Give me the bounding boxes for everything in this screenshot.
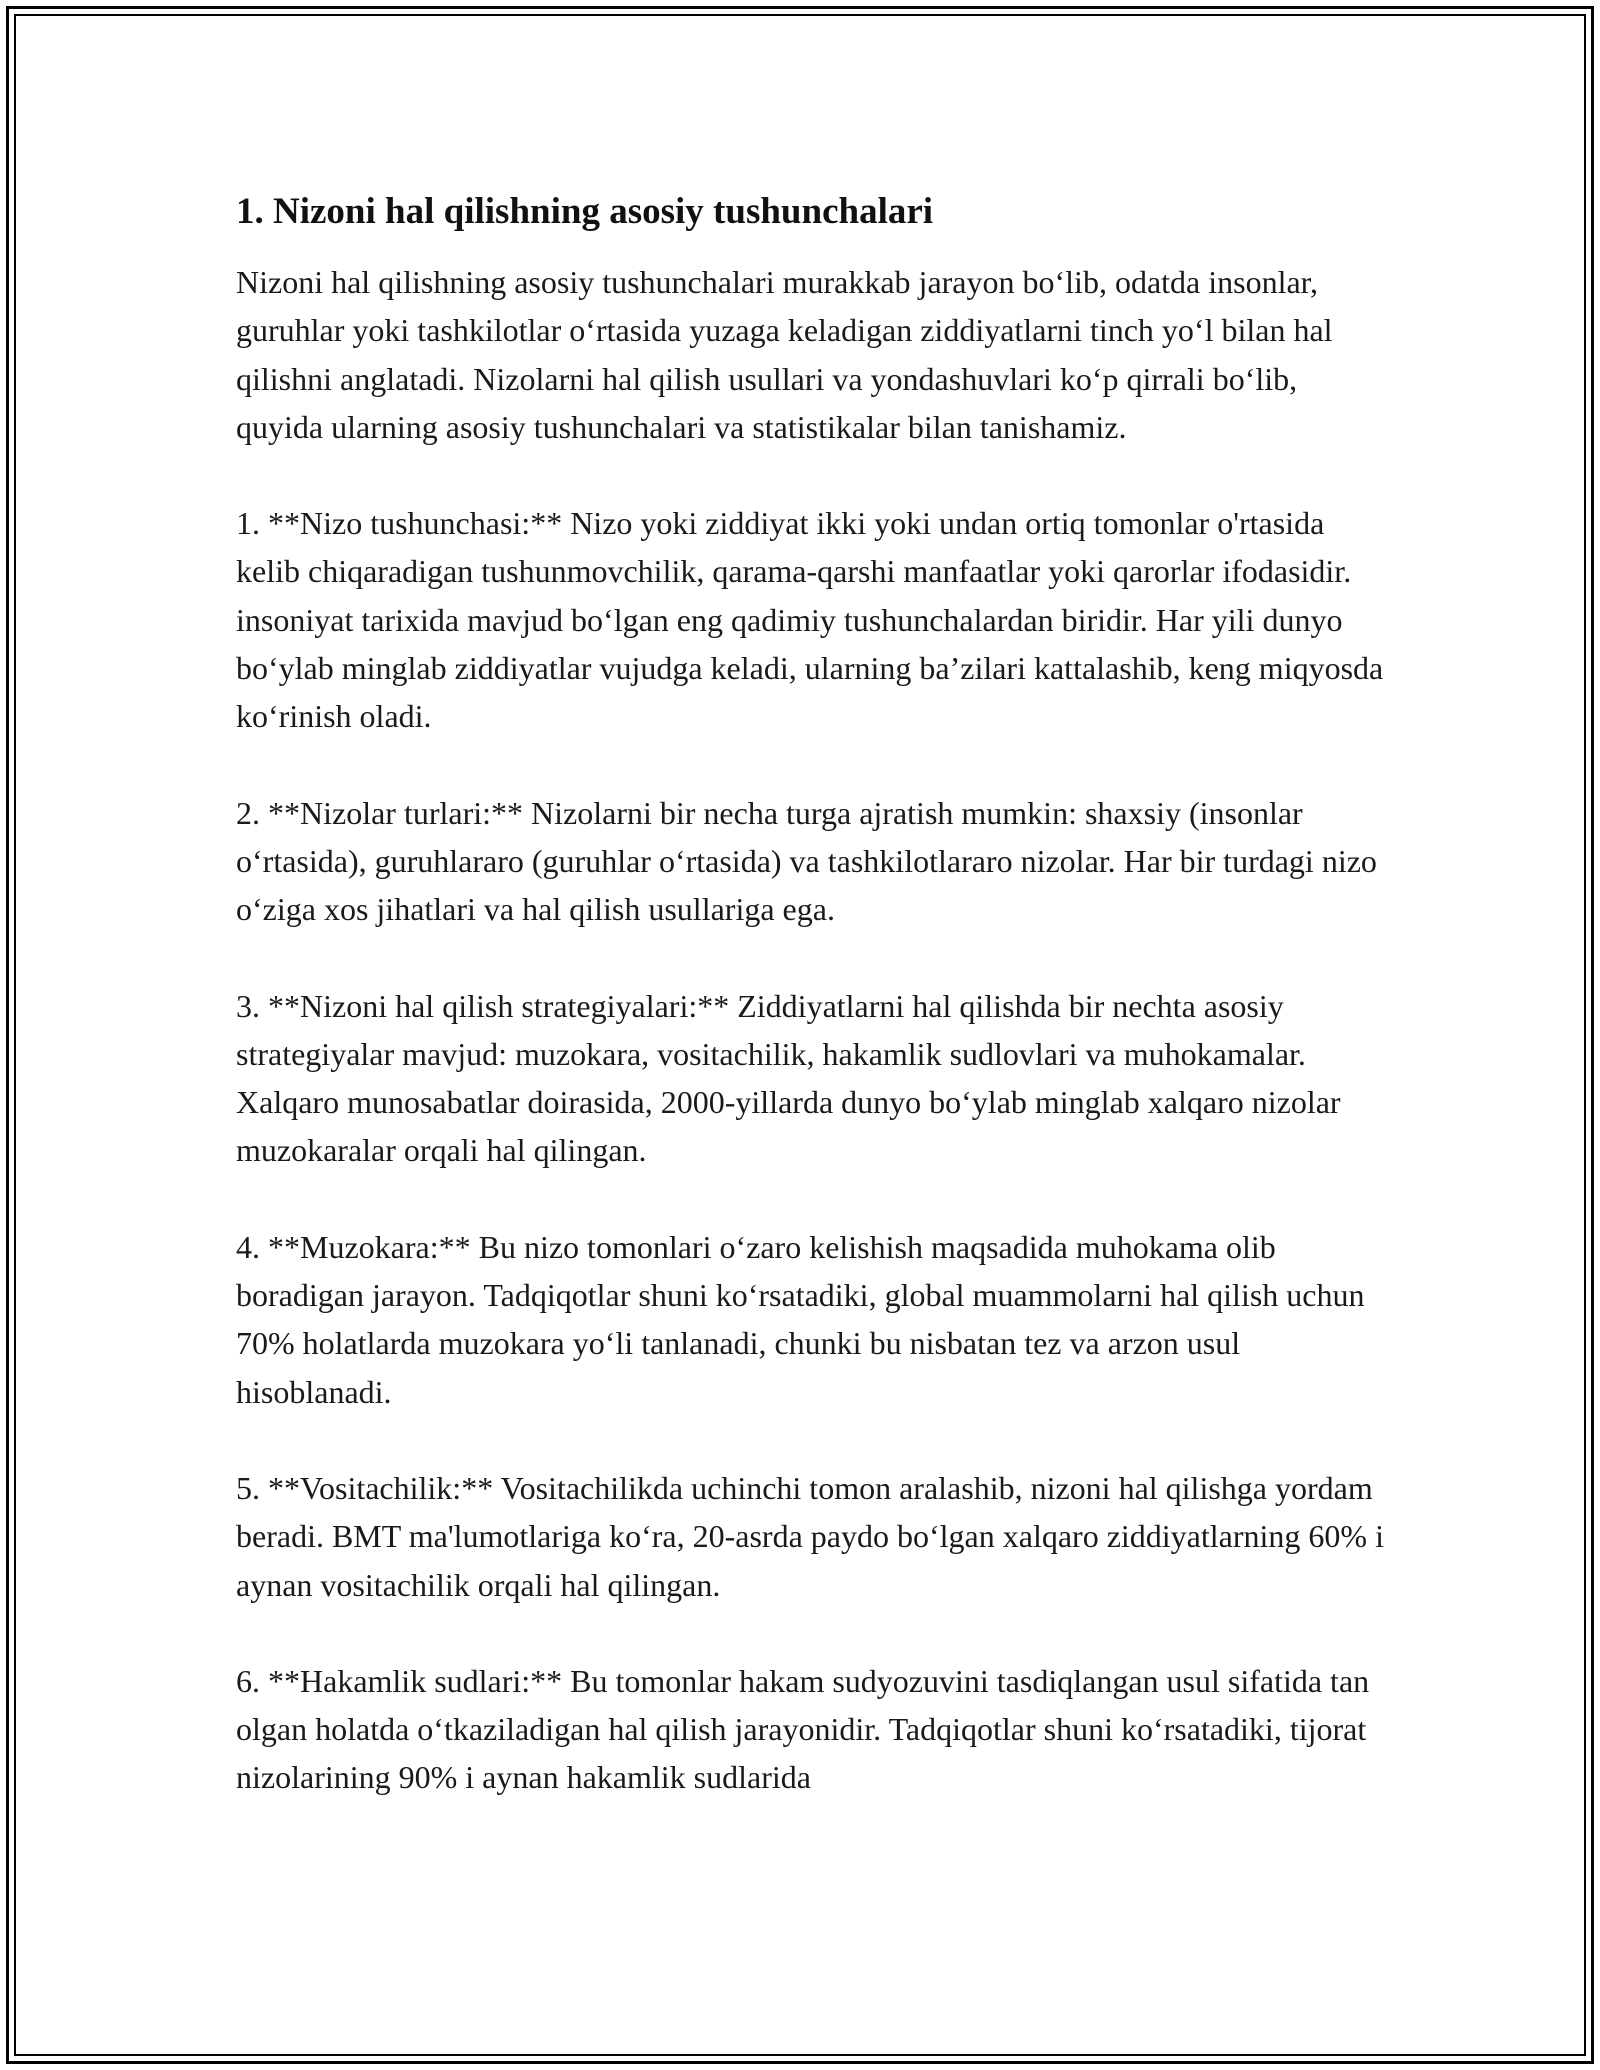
document-body [236, 188, 1386, 1850]
paragraph-hakamlik-sudlari: 6. **Hakamlik sudlari:** Bu tomonlar hakam sudyozuvini tasdiqlangan usul sifatida tan olgan holatda o‘tkaziladigan hal qilish jarayonidir. Tadqiqotlar shuni ko‘rsatadiki, tijorat nizolarining 90% i aynan hakamlik sudlarida [236, 1662, 1370, 1796]
paragraph-strategiyalar: 3. **Nizoni hal qilish strategiyalari:** Ziddiyatlarni hal qilishda bir nechta asosiy strategiyalar mavjud: muzokara, vositachilik, hakamlik sudlovlari va muhokamalar. Xalqaro munosabatlar doirasida, 2000-yillarda dunyo bo‘ylab minglab xalqaro nizolar muzokaralar orqali hal qilingan. [236, 987, 1341, 1169]
paragraph-nizolar-turlari: 2. **Nizolar turlari:** Nizolarni bir necha turga ajratish mumkin: shaxsiy (insonlar o‘rtasida), guruhlararo (guruhlar o‘rtasida) va tashkilotlararo nizolar. Har bir turdagi nizo o‘ziga xos jihatlari va hal qilish usullariga ega. [236, 794, 1377, 928]
paragraph-muzokara: 4. **Muzokara:** Bu nizo tomonlari o‘zaro kelishish maqsadida muhokama olib boradigan jarayon. Tadqiqotlar shuni ko‘rsatadiki, global muammolarni hal qilish uchun 70% holatlarda muzokara yo‘li tanlanadi, chunki bu nisbatan tez va arzon usul hisoblanadi. [236, 1228, 1365, 1410]
section-heading: 1. Nizoni hal qilishning asosiy tushunchalari [236, 191, 934, 232]
intro-paragraph: Nizoni hal qilishning asosiy tushunchalari murakkab jarayon bo‘lib, odatda insonlar, guruhlar yoki tashkilotlar o‘rtasida yuzaga keladigan ziddiyatlarni tinch yo‘l bilan hal qilishni anglatadi. Nizolarni hal qilish usullari va yondashuvlari ko‘p qirrali bo‘lib, quyida ularning asosiy tushunchalari va statistikalar bilan tanishamiz. [236, 264, 1333, 445]
paragraph-nizo-tushunchasi: 1. **Nizo tushunchasi:** Nizo yoki ziddiyat ikki yoki undan ortiq tomonlar o'rtasida kelib chiqaradigan tushunmovchilik, qarama-qarshi manfaatlar yoki qarorlar ifodasidir. insoniyat tarixida mavjud bo‘lgan eng qadimiy tushunchalardan biridir. Har yili dunyo bo‘ylab minglab ziddiyatlar vujudga keladi, ularning ba’zilari kattalashib, keng miqyosda ko‘rinish oladi. [236, 505, 1384, 735]
paragraph-vositachilik: 5. **Vositachilik:** Vositachilikda uchinchi tomon aralashib, nizoni hal qilishga yordam beradi. BMT ma'lumotlariga ko‘ra, 20-asrda paydo bo‘lgan xalqaro ziddiyatlarning 60% i aynan vositachilik orqali hal qilingan. [236, 1469, 1384, 1603]
